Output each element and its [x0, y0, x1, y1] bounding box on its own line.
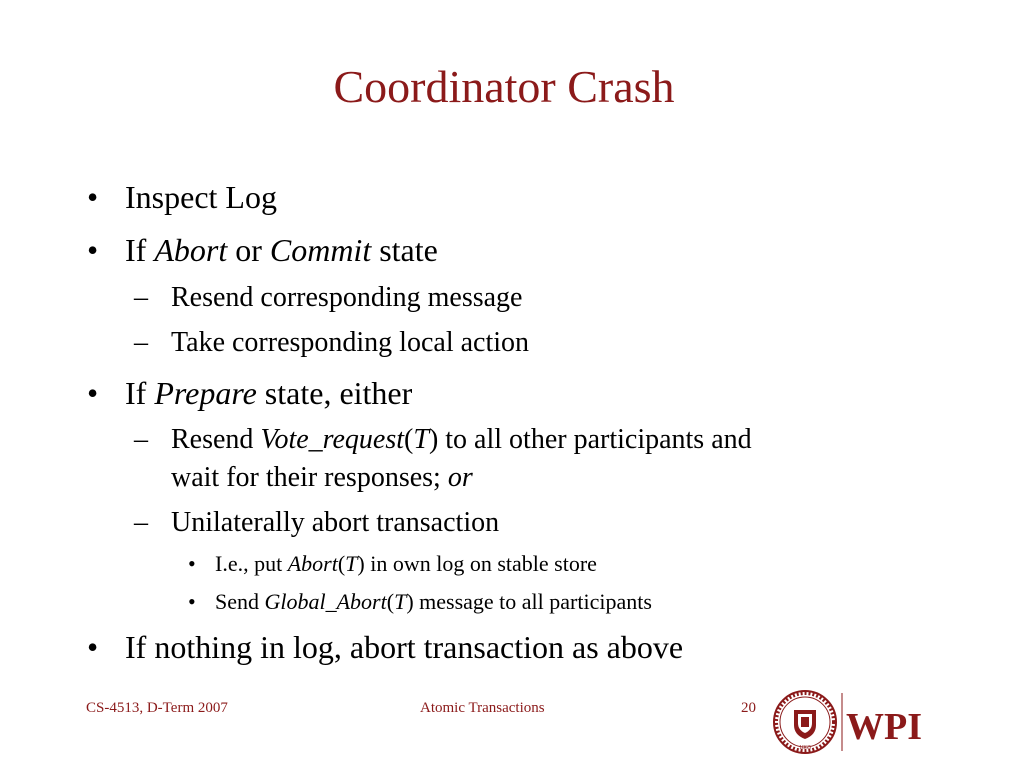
sub-bullet-resend-vote-request	[134, 424, 752, 493]
dash-marker: –	[134, 424, 148, 455]
emphasis: Global_Abort	[264, 589, 387, 614]
dash-marker: –	[134, 282, 148, 313]
seal-icon	[774, 691, 836, 753]
bullet-inspect-log	[87, 179, 277, 215]
emphasis: T	[394, 589, 407, 614]
emphasis: Abort	[154, 232, 228, 268]
text-part: (	[386, 589, 395, 614]
bullet-marker: •	[87, 375, 99, 411]
bullet-text: Unilaterally abort transaction	[171, 507, 500, 538]
text-part: ) to all other participants and	[428, 424, 752, 455]
emphasis: Vote_request	[260, 424, 405, 455]
sub-bullet-resend	[134, 282, 523, 313]
text-part: or	[227, 232, 270, 268]
logo-text: WPI	[846, 706, 922, 748]
bullet-marker: •	[188, 551, 196, 576]
bullet-text: If nothing in log, abort transaction as above	[125, 629, 684, 665]
text-part: state	[371, 232, 438, 268]
page-number: 20	[741, 700, 756, 716]
bullet-marker: •	[87, 629, 99, 665]
bullet-text: Resend corresponding message	[171, 282, 523, 313]
bullet-text: Take corresponding local action	[171, 327, 530, 358]
bullet-prepare	[87, 375, 413, 411]
line	[171, 464, 752, 492]
sub-bullet-unilateral-abort	[134, 507, 500, 538]
text-part: ) in own log on stable store	[357, 551, 597, 576]
sub-sub-bullet-send-global-abort	[188, 589, 652, 614]
bullet-marker: •	[87, 232, 99, 268]
slide-title: Coordinator Crash	[333, 61, 675, 112]
wpi-logo	[772, 689, 922, 755]
text-part: (	[337, 551, 346, 576]
text-part: I.e., put	[215, 551, 288, 576]
text-part: ) message to all participants	[406, 589, 652, 614]
footer-topic: Atomic Transactions	[420, 700, 545, 716]
seal-year: 1865	[799, 745, 811, 751]
text-part: If	[125, 232, 155, 268]
dash-marker: –	[134, 327, 148, 358]
emphasis: Commit	[269, 232, 372, 268]
text-part: state, either	[256, 375, 413, 411]
bullet-text: Inspect Log	[125, 179, 277, 215]
dash-marker: –	[134, 507, 148, 538]
text-part: Resend	[171, 424, 261, 455]
emphasis: Prepare	[154, 375, 257, 411]
bullet-abort-commit	[87, 232, 438, 268]
bullet-nothing-in-log	[87, 629, 684, 665]
footer-course: CS-4513, D-Term 2007	[86, 700, 228, 716]
line	[171, 426, 752, 454]
emphasis: or	[447, 462, 473, 493]
sub-bullet-local-action	[134, 327, 530, 358]
emphasis: T	[345, 551, 358, 576]
text-part: Send	[215, 589, 265, 614]
text-part: If	[125, 375, 155, 411]
text-part: wait for their responses;	[171, 462, 448, 493]
emphasis: T	[413, 424, 429, 455]
bullet-marker: •	[188, 589, 196, 614]
bullet-marker: •	[87, 179, 99, 215]
text-part: (	[404, 424, 414, 455]
sub-sub-bullet-put-abort	[188, 551, 597, 576]
emphasis: Abort	[287, 551, 338, 576]
